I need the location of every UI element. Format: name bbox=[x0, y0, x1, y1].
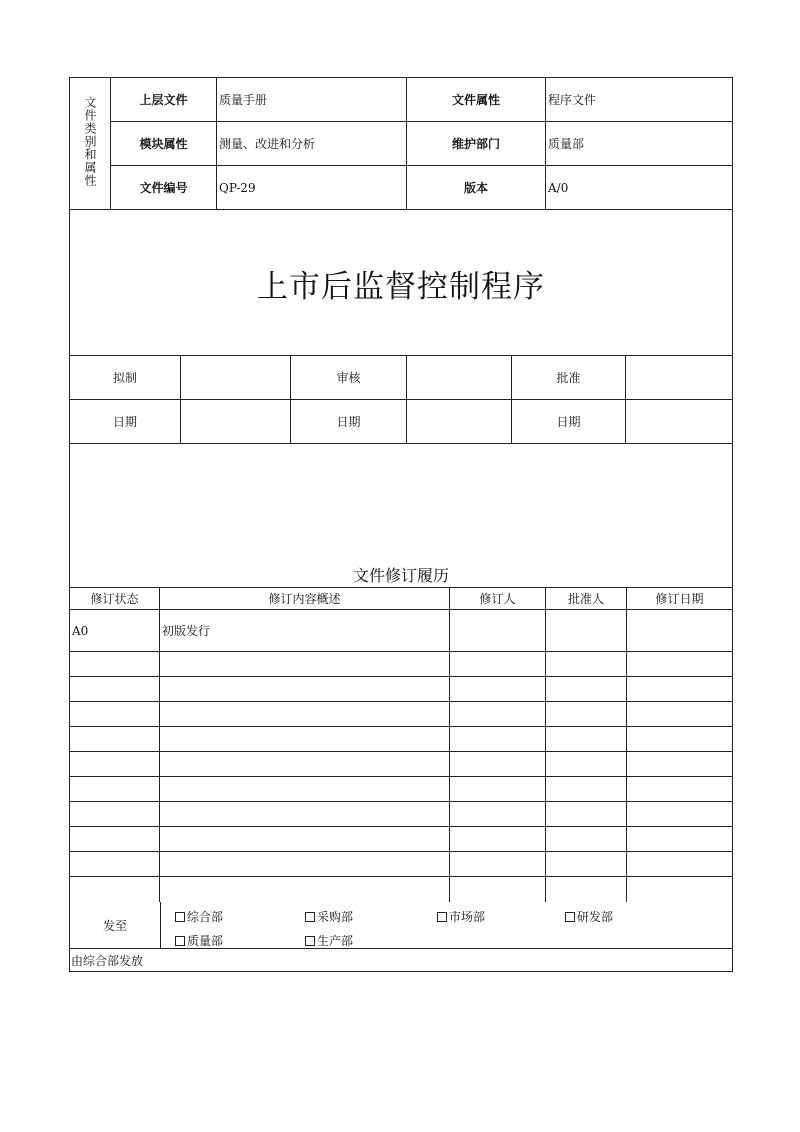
drafted-label: 拟制 bbox=[70, 356, 181, 399]
issued-by: 由综合部发放 bbox=[71, 953, 144, 968]
distribution-row bbox=[70, 902, 732, 949]
distribution-option[interactable]: 市场部 bbox=[437, 908, 485, 925]
date-field bbox=[407, 400, 512, 443]
attribute-header bbox=[70, 78, 732, 210]
distribution-option[interactable]: 采购部 bbox=[305, 908, 353, 925]
distribution-option[interactable]: 生产部 bbox=[305, 932, 353, 949]
revision-table bbox=[70, 588, 732, 902]
drafted-field bbox=[181, 356, 291, 399]
date-field bbox=[626, 400, 732, 443]
revision-history-title: 文件修订履历 bbox=[352, 566, 449, 585]
checkbox-icon[interactable] bbox=[175, 936, 185, 946]
attr-label: 版本 bbox=[407, 166, 546, 209]
title-area bbox=[70, 210, 732, 356]
revision-status: A0 bbox=[70, 610, 160, 651]
revision-reviser bbox=[450, 610, 546, 651]
approved-field bbox=[626, 356, 732, 399]
column-header: 修订状态 bbox=[70, 588, 160, 609]
date-label: 日期 bbox=[291, 400, 407, 443]
signature-row bbox=[70, 356, 732, 400]
attr-value: A/0 bbox=[548, 180, 569, 195]
checkbox-icon[interactable] bbox=[305, 936, 315, 946]
date-label: 日期 bbox=[512, 400, 626, 443]
revision-title-area bbox=[70, 443, 732, 588]
checkbox-icon[interactable] bbox=[565, 912, 575, 922]
attr-label: 文件属性 bbox=[407, 78, 546, 121]
date-label: 日期 bbox=[70, 400, 181, 443]
table-row bbox=[70, 702, 732, 727]
revision-table-header bbox=[70, 588, 732, 610]
attr-row-2 bbox=[111, 122, 732, 166]
attr-label: 上层文件 bbox=[111, 78, 217, 121]
date-field bbox=[181, 400, 291, 443]
attr-label: 模块属性 bbox=[111, 122, 217, 165]
attr-row-3 bbox=[111, 166, 732, 209]
table-row bbox=[70, 802, 732, 827]
revision-date bbox=[627, 610, 732, 651]
category-label: 文件类别和属性 bbox=[83, 96, 97, 187]
revision-content: 初版发行 bbox=[160, 610, 450, 651]
table-row bbox=[70, 827, 732, 852]
column-header: 批准人 bbox=[546, 588, 627, 609]
revision-approver bbox=[546, 610, 627, 651]
attr-label: 文件编号 bbox=[111, 166, 217, 209]
distribution-option[interactable]: 研发部 bbox=[565, 908, 613, 925]
distribution-option[interactable]: 综合部 bbox=[175, 908, 223, 925]
attr-value: 测量、改进和分析 bbox=[217, 122, 407, 165]
table-row bbox=[70, 852, 732, 877]
column-header: 修订人 bbox=[450, 588, 546, 609]
checkbox-icon[interactable] bbox=[437, 912, 447, 922]
table-row bbox=[70, 777, 732, 802]
attr-value: QP-29 bbox=[217, 166, 407, 209]
column-header: 修订内容概述 bbox=[160, 588, 450, 609]
document-title: 上市后监督控制程序 bbox=[257, 269, 545, 305]
distribution-options bbox=[161, 902, 732, 948]
attr-row-1 bbox=[111, 78, 732, 122]
table-row bbox=[70, 652, 732, 677]
column-header: 修订日期 bbox=[655, 592, 704, 606]
reviewed-label: 审核 bbox=[291, 356, 407, 399]
distribution-label: 发至 bbox=[70, 902, 161, 948]
approved-label: 批准 bbox=[512, 356, 626, 399]
attr-value: 程序文件 bbox=[548, 93, 597, 107]
date-row bbox=[70, 400, 732, 443]
attr-value: 质量部 bbox=[548, 137, 585, 151]
attr-value: 质量手册 bbox=[217, 78, 407, 121]
table-row bbox=[70, 727, 732, 752]
checkbox-icon[interactable] bbox=[305, 912, 315, 922]
attr-label: 维护部门 bbox=[407, 122, 546, 165]
table-row bbox=[70, 677, 732, 702]
checkbox-icon[interactable] bbox=[175, 912, 185, 922]
signature-block bbox=[70, 356, 732, 443]
category-label-cell bbox=[70, 78, 111, 209]
reviewed-field bbox=[407, 356, 512, 399]
table-row bbox=[70, 877, 732, 902]
table-row bbox=[70, 752, 732, 777]
document-frame bbox=[69, 77, 733, 972]
table-row bbox=[70, 610, 732, 652]
distribution-option[interactable]: 质量部 bbox=[175, 932, 223, 949]
